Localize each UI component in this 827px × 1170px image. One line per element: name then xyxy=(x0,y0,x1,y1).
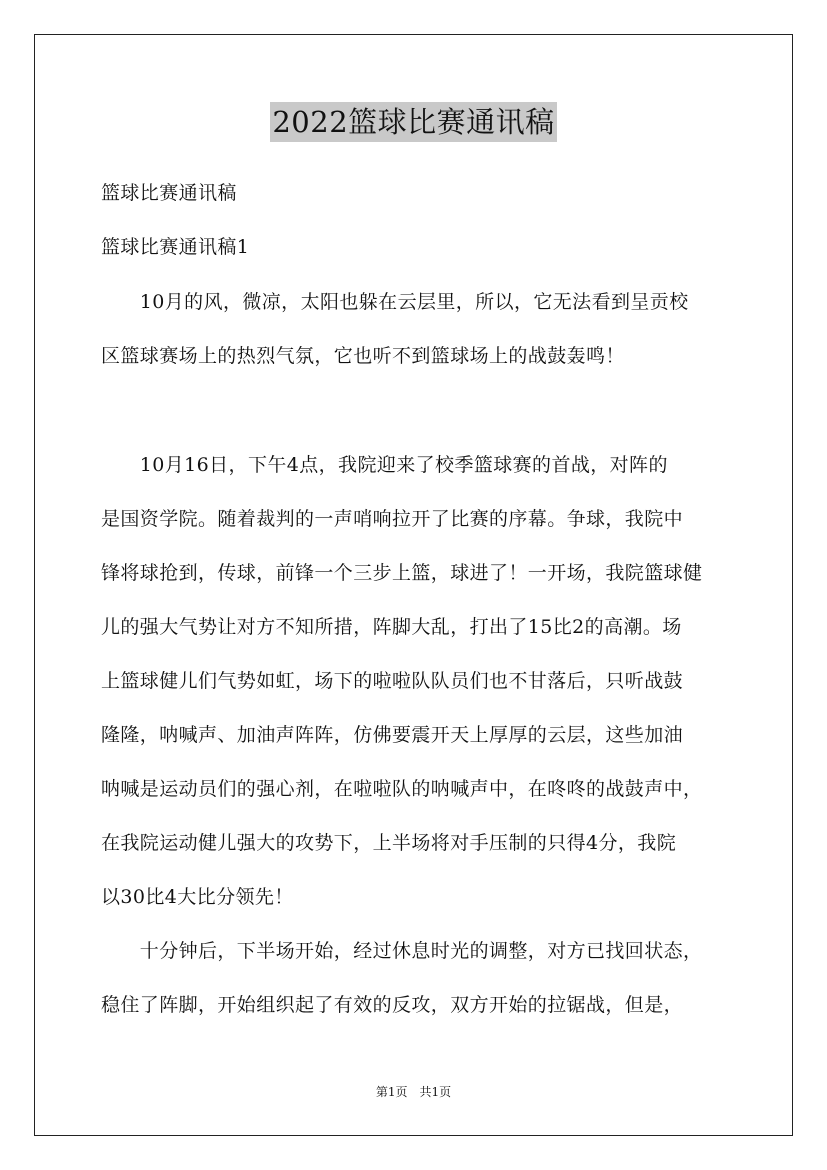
paragraph-line: 10月的风，微凉，太阳也躲在云层里，所以，它无法看到呈贡校 xyxy=(101,291,689,313)
paragraph-line: 十分钟后，下半场开始，经过休息时光的调整，对方已找回状态， xyxy=(101,940,703,962)
paragraph-line: 呐喊是运动员们的强心剂，在啦啦队的呐喊声中，在咚咚的战鼓声中， xyxy=(101,778,703,800)
page-footer: 第1页 共1页 xyxy=(375,1085,452,1099)
paragraph-line: 在我院运动健儿强大的攻势下，上半场将对手压制的只得4分，我院 xyxy=(101,832,677,854)
paragraph-line: 稳住了阵脚，开始组织起了有效的反攻，双方开始的拉锯战，但是， xyxy=(101,994,684,1016)
paragraph-line: 区篮球赛场上的热烈气氛，它也听不到篮球场上的战鼓轰鸣！ xyxy=(101,345,625,367)
paragraph-line: 10月16日，下午4点，我院迎来了校季篮球赛的首战，对阵的 xyxy=(101,454,668,476)
document-title: 2022篮球比赛通讯稿 xyxy=(270,102,556,142)
paragraph-line: 儿的强大气势让对方不知所措，阵脚大乱，打出了15比2的高潮。场 xyxy=(101,616,682,638)
paragraph-line: 是国资学院。随着裁判的一声哨响拉开了比赛的序幕。争球，我院中 xyxy=(101,508,684,530)
paragraph-line: 以30比4大比分领先！ xyxy=(101,886,294,908)
title-container xyxy=(0,102,827,142)
paragraph-line: 隆隆，呐喊声、加油声阵阵，仿佛要震开天上厚厚的云层，这些加油 xyxy=(101,724,684,746)
paragraph-line: 上篮球健儿们气势如虹，场下的啦啦队队员们也不甘落后，只听战鼓 xyxy=(101,670,684,692)
section-heading: 篮球比赛通讯稿1 xyxy=(101,236,250,258)
paragraph-line: 锋将球抢到，传球，前锋一个三步上篮，球进了！一开场，我院篮球健 xyxy=(101,562,703,584)
document-subtitle: 篮球比赛通讯稿 xyxy=(101,182,237,204)
